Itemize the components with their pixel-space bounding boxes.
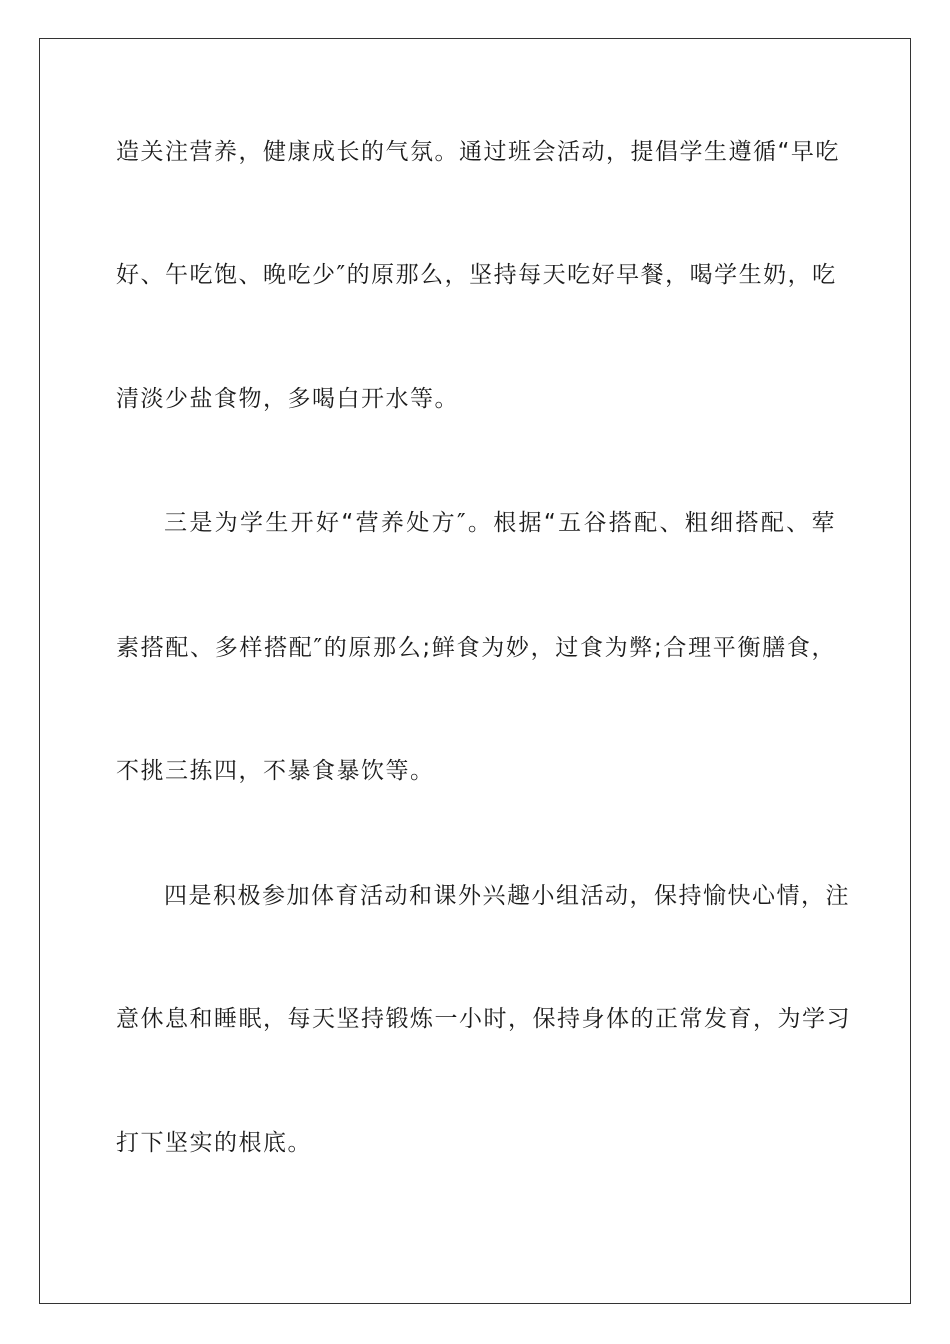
paragraph-line: 不挑三拣四，不暴食暴饮等。	[116, 758, 435, 784]
paragraph-line: 三是为学生开好“营养处方″。根据“五谷搭配、粗细搭配、荤	[164, 510, 836, 536]
paragraph-line: 素搭配、多样搭配″的原那么;鲜食为妙，过食为弊;合理平衡膳食，	[116, 635, 836, 661]
paragraph-line: 意休息和睡眠，每天坚持锻炼一小时，保持身体的正常发育，为学习	[116, 1006, 851, 1032]
paragraph-line: 好、午吃饱、晚吃少″的原那么，坚持每天吃好早餐，喝学生奶，吃	[116, 262, 837, 288]
page-border	[39, 38, 911, 1304]
paragraph-line: 造关注营养，健康成长的气氛。通过班会活动，提倡学生遵循“早吃	[116, 139, 840, 165]
paragraph-line: 打下坚实的根底。	[116, 1130, 312, 1156]
paragraph-line: 清淡少盐食物，多喝白开水等。	[116, 386, 459, 412]
paragraph-line: 四是积极参加体育活动和课外兴趣小组活动，保持愉快心情，注	[164, 883, 850, 909]
